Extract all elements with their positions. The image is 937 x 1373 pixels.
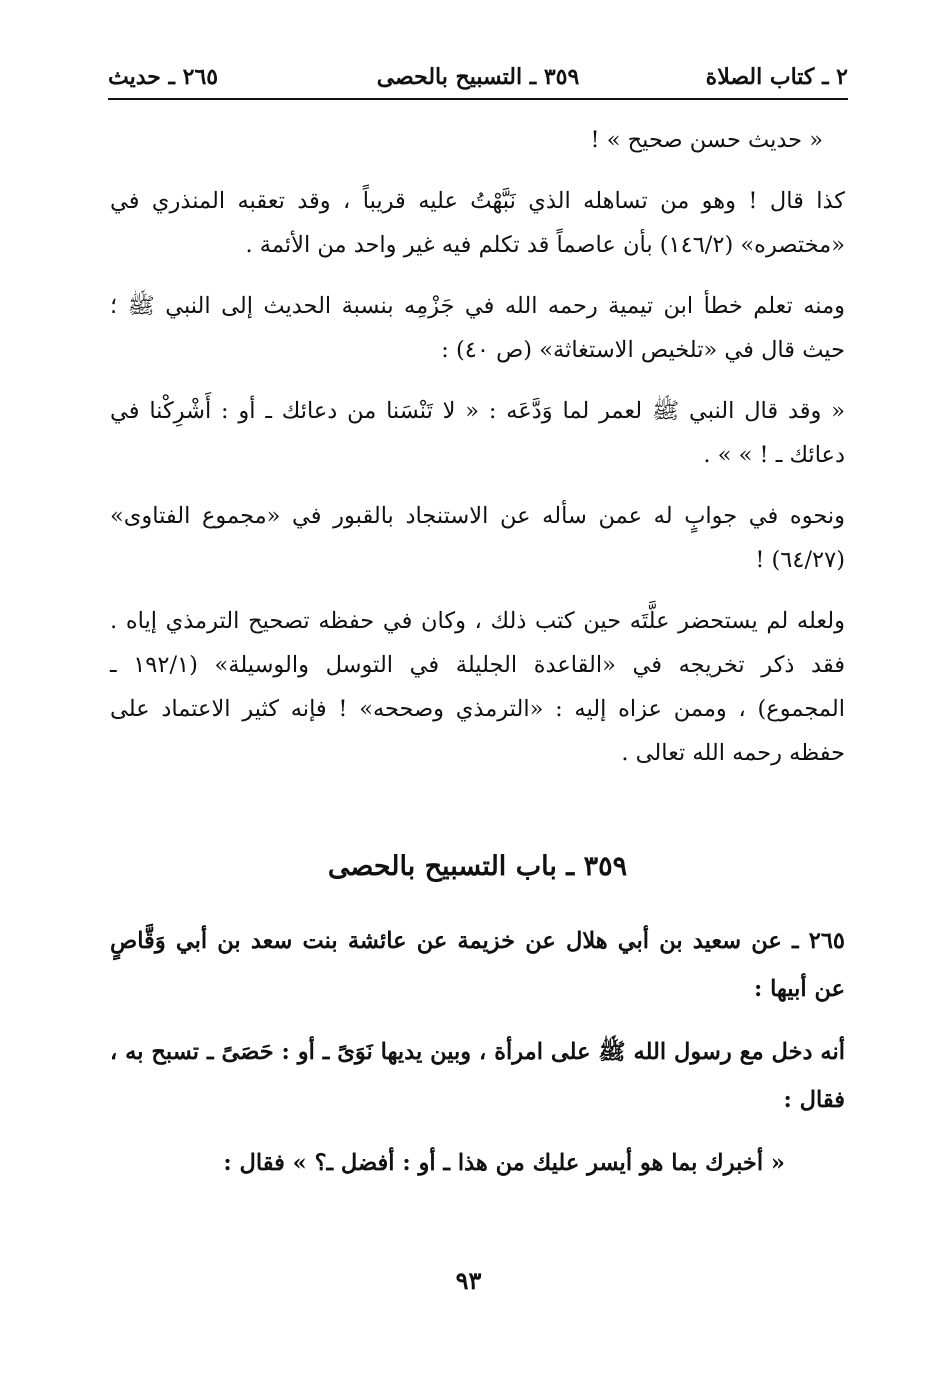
page-number: ٩٣ bbox=[455, 1266, 482, 1295]
paragraph-explanation: ولعله لم يستحضر علَّتَه حين كتب ذلك ، وكان في حفظه تصحيح الترمذي إياه . فقد ذكر تخريجه في «القاعدة الجليلة في التوسل والوسيلة» (١٩٢/١ ـ المجموع) ، وممن عزاه إليه : «الترمذي وصححه» ! فإنه كثير الاعتماد على حفظه رحمه الله تعالى . bbox=[110, 608, 845, 766]
section-heading: ٣٥٩ ـ باب التسبيح بالحصى bbox=[327, 851, 628, 882]
hadith-text: أنه دخل مع رسول الله ﷺ على امرأة ، وبين يديها نَوَىً ـ أو : حَصَىً ـ تسبح به ، فقال : bbox=[110, 1039, 845, 1113]
paragraph-verdict-quote: « حديث حسن صحيح » ! bbox=[590, 127, 823, 153]
hadith-chain: ٢٦٥ ـ عن سعيد بن أبي هلال عن خزيمة عن عائشة بنت سعد بن أبي وَقَّاصٍ عن أبيها : bbox=[110, 928, 845, 1002]
paragraph-ibn-taymiyya: ومنه تعلم خطأ ابن تيمية رحمه الله في جَزْمِه بنسبة الحديث إلى النبي ﷺ ؛ حيث قال في «تلخيص الاستغاثة» (ص ٤٠) : bbox=[110, 293, 845, 363]
paragraph-critique: كذا قال ! وهو من تساهله الذي نَبَّهْتُ عليه قريباً ، وقد تعقبه المنذري في «مختصره» (١٤٦/٢) بأن عاصماً قد تكلم فيه غير واحد من الأئمة . bbox=[110, 188, 845, 258]
header-book-title: ٢ ـ كتاب الصلاة bbox=[705, 64, 848, 90]
header-chapter-title: ٣٥٩ ـ التسبيح بالحصى bbox=[376, 64, 580, 90]
page-body bbox=[110, 118, 845, 1202]
paragraph-fatawa-reference: ونحوه في جوابٍ له عمن سأله عن الاستنجاد بالقبور في «مجموع الفتاوى» (٦٤/٢٧) ! bbox=[110, 503, 845, 573]
header-hadith-number: ٢٦٥ ـ حديث bbox=[108, 64, 219, 90]
paragraph-quoted-hadith: « وقد قال النبي ﷺ لعمر لما وَدَّعَه : « لا تَنْسَنا من دعائك ـ أو : أَشْرِكْنا في دعائك ـ ! » » . bbox=[110, 398, 845, 468]
running-header bbox=[108, 58, 848, 98]
hadith-quote: « أخبرك بما هو أيسر عليك من هذا ـ أو : أفضل ـ؟ » فقال : bbox=[223, 1150, 785, 1176]
header-divider bbox=[108, 98, 848, 100]
